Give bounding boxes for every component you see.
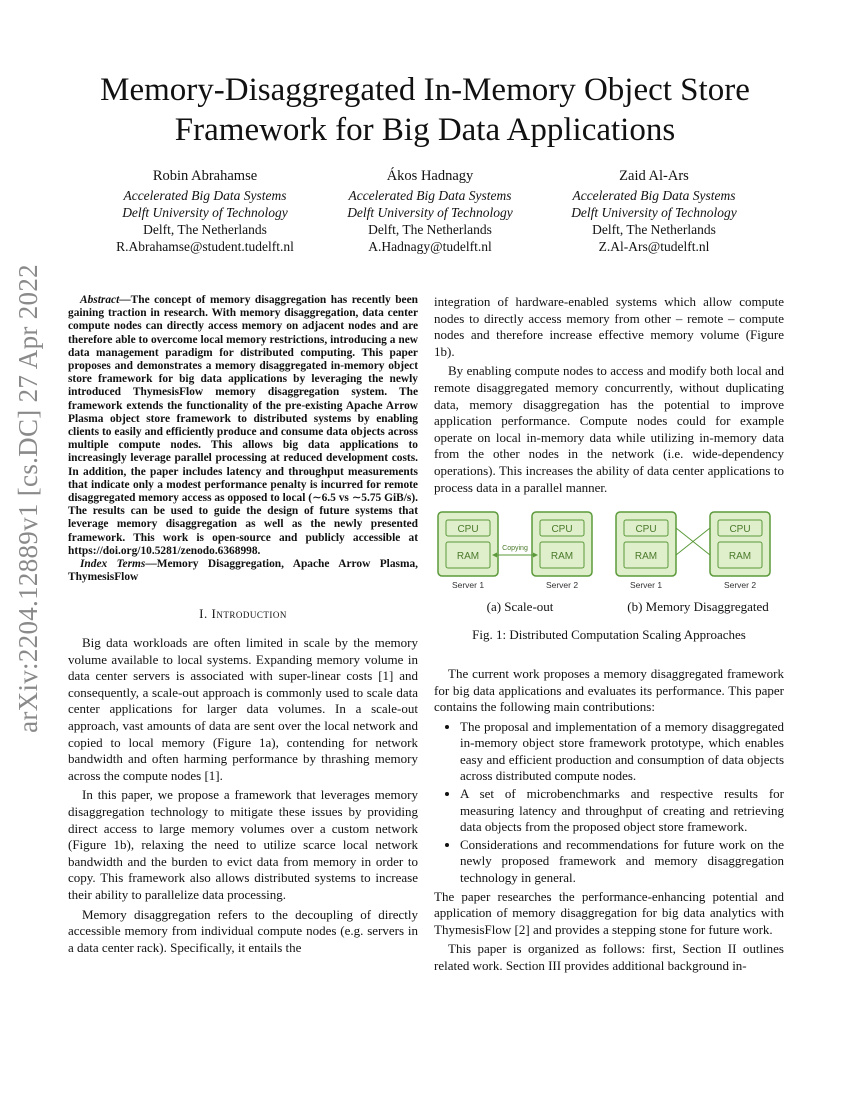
intro-paragraph-3: Memory disaggregation refers to the decoupling of directly accessible memory from individual compute nodes (e.g. servers in a data center rack). Specifically, it entails the bbox=[68, 906, 418, 955]
index-terms-label: Index Terms bbox=[80, 558, 146, 571]
title-line-2: Framework for Big Data Applications bbox=[174, 112, 676, 148]
right-paragraph-3: The current work proposes a memory disaggregated framework for big data applications and evaluates its performance. This paper contains the following main contributions: bbox=[434, 665, 784, 715]
figure-1 bbox=[434, 510, 784, 644]
right-paragraph-1: integration of hardware-enabled systems which allow compute nodes to directly access memory from other – remote – compute nodes and therefore increase effective memory volume (Figure 1b). bbox=[434, 294, 784, 359]
author-university: Delft University of Technology bbox=[347, 205, 513, 220]
contributions-list bbox=[434, 719, 784, 887]
abstract bbox=[68, 294, 418, 558]
section-heading-introduction: I. Introduction bbox=[199, 606, 287, 622]
list-item: • A set of microbenchmarks and respective results for measuring latency and throughput of creating and retrieving data objects from the proposed object store framework. bbox=[460, 786, 784, 836]
cpu-label: CPU bbox=[551, 524, 573, 536]
author-location: Delft, The Netherlands bbox=[592, 222, 716, 237]
left-column bbox=[68, 294, 418, 959]
abstract-text: —The concept of memory disaggregation has recently been gaining traction in research. With memory disaggregation, data center compute nodes can directly access memory on adjacent nodes and are therefore able to overcome local memory restrictions, introducing a new data management paradigm for distributed computing. This paper proposes and demonstrates a memory disaggregated in-memory object store framework for big data applications by leveraging the newly introduced ThymesisFlow memory disaggregation system. The framework extends the functionality of the pre-existing Apache Arrow Plasma object store framework to distributed systems by enabling clients to easily and efficiently produce and consume data objects across multiple compute nodes. This allows big data applications to increasingly leverage parallel processing at reduced development costs. In addition, the paper includes latency and throughput measurements that indicate only a modest performance penalty is incurred for remote disaggregated memory access as opposed to local (∼6.5 vs ∼5.75 GiB/s). The results can be used to guide the design of future systems that leverage memory disaggregation as well as the newly presented framework. This work is open-source and publicly accessible at https://doi.org/10.5281/zenodo.6368998. bbox=[68, 294, 418, 557]
author-name: Ákos Hadnagy bbox=[386, 168, 474, 184]
author-group: Accelerated Big Data Systems bbox=[348, 188, 512, 203]
author-email[interactable]: R.Abrahamse@student.tudelft.nl bbox=[116, 239, 294, 254]
author-block bbox=[90, 168, 780, 263]
server-2-label: Server 2 bbox=[545, 580, 579, 591]
list-item: • Considerations and recommendations for future work on the newly proposed framework and memory disaggregation technology in general. bbox=[460, 837, 784, 887]
arxiv-identifier: arXiv:2204.12889v1 [cs.DC] 27 Apr 2022 bbox=[12, 263, 43, 733]
scale-out-diagram bbox=[436, 510, 604, 592]
subfigure-b bbox=[614, 510, 782, 615]
author-name: Robin Abrahamse bbox=[152, 168, 258, 184]
index-terms bbox=[68, 558, 418, 584]
author-3 bbox=[539, 168, 769, 255]
server-2-label: Server 2 bbox=[723, 580, 757, 591]
author-email[interactable]: A.Hadnagy@tudelft.nl bbox=[368, 239, 492, 254]
figure-subfigures bbox=[434, 510, 784, 615]
memory-disaggregated-diagram bbox=[614, 510, 782, 592]
author-2 bbox=[315, 168, 545, 255]
ram-label: RAM bbox=[550, 551, 574, 563]
cpu-label: CPU bbox=[635, 524, 657, 536]
right-paragraph-5: This paper is organized as follows: first, Section II outlines related work. Section III provides additional background in- bbox=[434, 941, 784, 973]
author-university: Delft University of Technology bbox=[571, 205, 737, 220]
paper-title bbox=[60, 70, 790, 150]
intro-paragraph-1: Big data workloads are often limited in scale by the memory volume available to local systems. Expanding memory volume in data center servers is associated with super-linear costs [1] and consequently, a scale-out approach is commonly used to scale data center applications for larger data volumes. In a scale-out approach, vast amounts of data are sent over the local network and copied to local memory (Figure 1a), contending for network bandwidth and often harming performance by thrashing memory across the compute nodes [1]. bbox=[68, 635, 418, 783]
author-name: Zaid Al-Ars bbox=[619, 168, 689, 184]
author-university: Delft University of Technology bbox=[122, 205, 288, 220]
ram-label: RAM bbox=[728, 551, 752, 563]
list-item: • The proposal and implementation of a memory disaggregated in-memory object store framework prototype, which enables easy and efficient production and consumption of data objects across distributed compute nodes. bbox=[460, 719, 784, 785]
author-group: Accelerated Big Data Systems bbox=[572, 188, 736, 203]
index-terms-text: —Memory Disaggregation, Apache Arrow Plasma, ThymesisFlow bbox=[68, 558, 418, 584]
author-location: Delft, The Netherlands bbox=[368, 222, 492, 237]
subcaption-a: (a) Scale-out bbox=[486, 598, 554, 614]
author-email[interactable]: Z.Al-Ars@tudelft.nl bbox=[598, 239, 710, 254]
figure-caption: Fig. 1: Distributed Computation Scaling Approaches bbox=[472, 627, 746, 643]
author-location: Delft, The Netherlands bbox=[143, 222, 267, 237]
author-1 bbox=[90, 168, 320, 255]
title-line-1: Memory-Disaggregated In-Memory Object Store bbox=[100, 72, 750, 108]
right-column bbox=[434, 294, 784, 978]
right-paragraph-4: The paper researches the performance-enhancing potential and application of memory disaggregation for big data analytics with ThymesisFlow [2] and provides a stepping stone for future work. bbox=[434, 888, 784, 937]
server-1-label: Server 1 bbox=[451, 580, 485, 591]
cpu-label: CPU bbox=[457, 524, 479, 536]
author-group: Accelerated Big Data Systems bbox=[123, 188, 287, 203]
subcaption-b: (b) Memory Disaggregated bbox=[627, 598, 769, 614]
cpu-label: CPU bbox=[729, 524, 751, 536]
abstract-label: Abstract bbox=[80, 294, 120, 306]
ram-label: RAM bbox=[634, 551, 658, 563]
intro-paragraph-2: In this paper, we propose a framework that leverages memory disaggregation technology to mitigate these issues by providing direct access to large memory volumes over a custom network (Figure 1b), relaxing the need to utilize scarce local network bandwidth and the burden to evict data from memory in order to copy. This framework also allows distributed systems to increase their ability to parallelize data processing. bbox=[68, 787, 418, 902]
ram-label: RAM bbox=[456, 551, 480, 563]
server-1-label: Server 1 bbox=[629, 580, 663, 591]
copying-label: Copying bbox=[502, 545, 528, 553]
right-paragraph-2: By enabling compute nodes to access and modify both local and remote disaggregated memory concurrently, without duplicating data, memory disaggregation has the potential to improve application performance. Compute nodes could for example operate on local in-memory data while utilizing in-memory data from the other nodes in the network (i.e. wide-dependency operations). This increases the ability of data center applications to process data in a parallel manner. bbox=[434, 363, 784, 495]
subfigure-a bbox=[436, 510, 604, 615]
